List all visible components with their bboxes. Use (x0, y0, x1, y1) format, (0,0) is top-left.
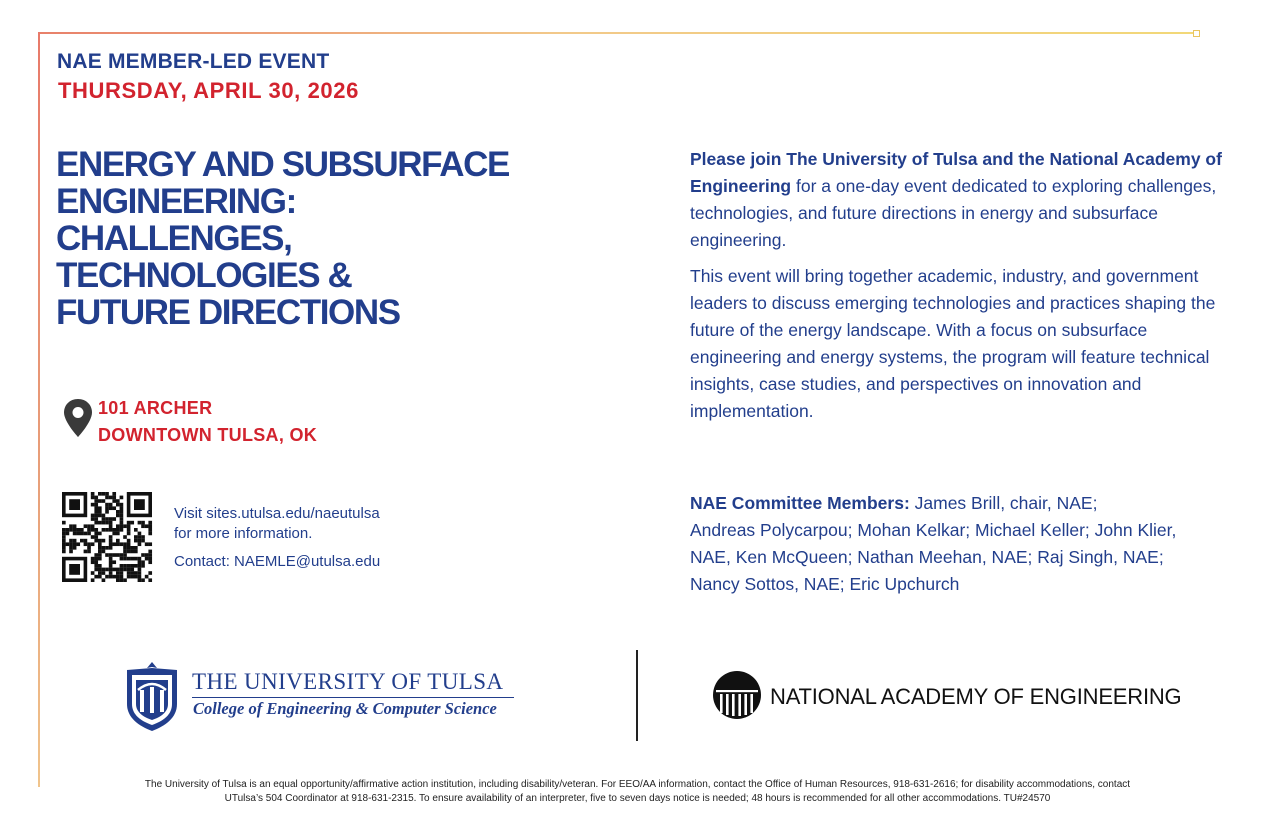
map-pin-icon (62, 398, 94, 438)
qr-code-icon[interactable] (62, 492, 154, 582)
event-address (98, 395, 317, 449)
tulsa-shield-logo (123, 660, 181, 732)
frame-left-border (38, 32, 40, 787)
frame-top-border (38, 32, 1196, 34)
frame-corner-marker (1193, 30, 1200, 37)
event-eyebrow: NAE MEMBER-LED EVENT (57, 50, 330, 73)
contact-email[interactable]: Contact: NAEMLE@utulsa.edu (174, 553, 381, 570)
address-line-2: DOWNTOWN TULSA, OK (98, 425, 318, 445)
footer-line-1: The University of Tulsa is an equal opportunity/affirmative action institution, including disability/veteran. For EEO/AA information, contact the Office of Human Resources, 918-631-2616; for disability accommodations, contact (144, 779, 1131, 790)
intro-paragraph (690, 146, 1230, 254)
nae-columns-logo (712, 670, 762, 720)
committee-label: NAE Committee Members: (690, 493, 910, 513)
nae-wordmark: NATIONAL ACADEMY OF ENGINEERING (770, 684, 1182, 709)
committee-line-2: Andreas Polycarpou; Mohan Kelkar; Michael Keller; John Klier, (690, 520, 1177, 540)
footer-line-2: UTulsa’s 504 Coordinator at 918-631-2315. To ensure availability of an interpreter, five to seven days notice is needed; 48 hours is recommended for all other accommodations. TU#24570 (224, 793, 1051, 804)
committee-line-1: James Brill, chair, NAE; (909, 493, 1098, 513)
tulsa-wordmark-rule (192, 697, 514, 698)
event-date: THURSDAY, APRIL 30, 2026 (58, 78, 359, 103)
event-title-line: ENGINEERING: (56, 182, 296, 221)
tulsa-college-name: College of Engineering & Computer Science (193, 699, 497, 718)
event-description: This event will bring together academic, industry, and government leaders to discuss emerging technologies and practices shaping the future of the energy landscape. With a focus on subsurface engineering and energy systems, the program will feature technical insights, case studies, and perspectives on innovation and implementation. (690, 266, 1216, 421)
visit-line-2: for more information. (174, 525, 313, 542)
event-title-line: CHALLENGES, (56, 219, 292, 258)
address-line-1: 101 ARCHER (98, 398, 213, 418)
legal-footer (0, 778, 1275, 806)
visit-line-1[interactable]: Visit sites.utulsa.edu/naeutulsa (174, 505, 380, 522)
committee-line (690, 490, 1250, 517)
event-title-line: ENERGY AND SUBSURFACE (56, 145, 509, 184)
committee-members (690, 490, 1250, 598)
logo-divider (636, 650, 638, 741)
committee-line-3: NAE, Ken McQueen; Nathan Meehan, NAE; Raj Singh, NAE; (690, 547, 1164, 567)
intro-rest-text: for a one-day event dedicated to exploring challenges, technologies, and future directions in energy and subsurface engineering. (690, 176, 1217, 250)
tulsa-wordmark: THE UNIVERSITY OF TULSA (192, 669, 504, 694)
event-title-line: FUTURE DIRECTIONS (56, 293, 400, 332)
visit-info (174, 504, 380, 544)
intro-bold-text: Please join The University of Tulsa and the National Academy of Engineering (690, 149, 1222, 196)
event-title-line: TECHNOLOGIES & (56, 256, 352, 295)
committee-line-4: Nancy Sottos, NAE; Eric Upchurch (690, 574, 960, 594)
event-title (56, 146, 596, 331)
